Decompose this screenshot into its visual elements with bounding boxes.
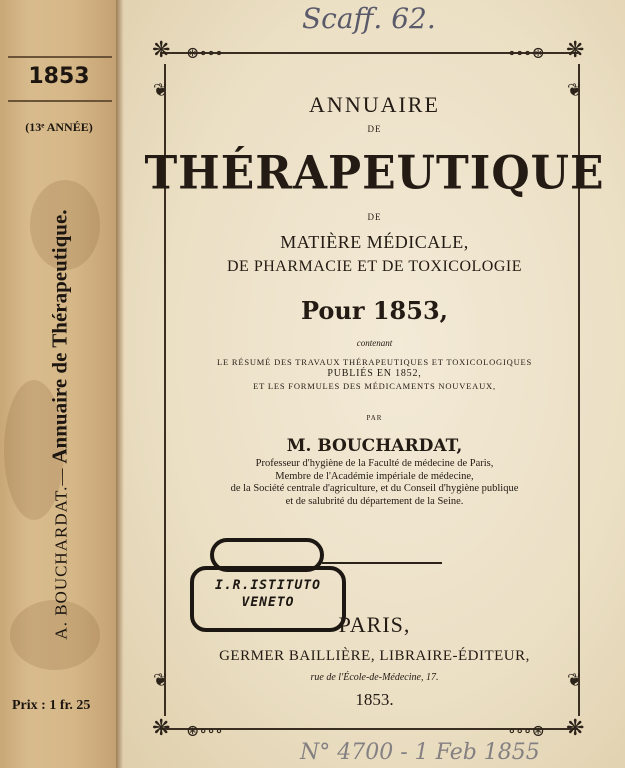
subtitle-pharmacie: DE PHARMACIE ET DE TOXICOLOGIE	[227, 258, 522, 275]
summary-line: LE RÉSUMÉ DES TRAVAUX THÉRAPEUTIQUES ET TOXICOLOGIQUES	[216, 357, 533, 367]
spine-work-title: Annuaire de Thérapeutique.	[47, 209, 72, 464]
imprint-address: rue de l'École-de-Médecine, 17.	[310, 672, 439, 683]
stamp-text-line1: I.R.ISTITUTO	[215, 578, 321, 593]
spine-edge	[116, 0, 124, 768]
author-name: M. BOUCHARDAT,	[286, 436, 463, 456]
book-spine	[0, 0, 118, 768]
credential-line: et de salubrité du département de la Seine.	[285, 495, 464, 507]
imprint-year: 1853.	[355, 690, 394, 709]
scroll-ornament-icon: ⊛∘∘∘	[186, 721, 223, 740]
year-heading: Pour 1853,	[300, 296, 448, 325]
imprint-publisher: GERMER BAILLIÈRE, LIBRAIRE-ÉDITEUR,	[219, 648, 530, 664]
handwritten-shelfmark: Scaff. 62.	[302, 2, 436, 35]
side-ornament-icon: ❦	[153, 670, 169, 691]
author-credentials	[124, 458, 625, 508]
scroll-ornament-icon: ⊛∘∘∘	[186, 43, 223, 62]
title-annuaire: ANNUAIRE	[309, 92, 440, 117]
spine-rule	[8, 56, 112, 58]
corner-ornament-icon: ❋	[566, 38, 585, 63]
credential-line: Professeur d'hygiène de la Faculté de médecine de Paris,	[255, 458, 494, 469]
title-de: DE	[367, 124, 382, 134]
spine-author: A. BOUCHARDAT.—	[51, 467, 71, 640]
summary-line: PUBLIÉS EN 1852,	[327, 368, 422, 379]
handwritten-inventory-note: N° 4700 - 1 Feb 1855	[300, 740, 540, 765]
spine-edition: (13ᵉ ANNÉE)	[25, 120, 93, 134]
contenant-label: contenant	[356, 338, 393, 348]
spine-price: Prix : 1 fr. 25	[12, 698, 91, 713]
credential-line: Membre de l'Académie impériale de médecine,	[275, 470, 474, 482]
subtitle-de: DE	[367, 212, 382, 222]
spine-title	[48, 195, 73, 655]
summary-line: ET LES FORMULES DES MÉDICAMENTS NOUVEAUX,	[253, 381, 496, 391]
scroll-ornament-icon: ∘∘∘⊛	[508, 721, 545, 740]
side-ornament-icon: ❦	[567, 80, 583, 101]
stamp-text-line2: VENETO	[241, 595, 295, 610]
credential-line: de la Société centrale d'agriculture, et du Conseil d'hygiène publique	[230, 483, 519, 494]
corner-ornament-icon: ❋	[152, 716, 171, 741]
stamp-ornament-line	[322, 562, 442, 564]
scroll-ornament-icon: ∘∘∘⊛	[508, 43, 545, 62]
side-ornament-icon: ❦	[567, 670, 583, 691]
corner-ornament-icon: ❋	[152, 38, 171, 63]
contents-summary	[124, 356, 625, 392]
corner-ornament-icon: ❋	[566, 716, 585, 741]
spine-rule	[8, 100, 112, 102]
spine-year: 1853	[28, 64, 90, 89]
side-ornament-icon: ❦	[153, 80, 169, 101]
subtitle-matiere: MATIÈRE MÉDICALE,	[280, 232, 469, 252]
main-title: THÉRAPEUTIQUE	[144, 146, 605, 201]
par-label: PAR	[366, 414, 383, 422]
imprint-city: PARIS,	[338, 612, 411, 637]
